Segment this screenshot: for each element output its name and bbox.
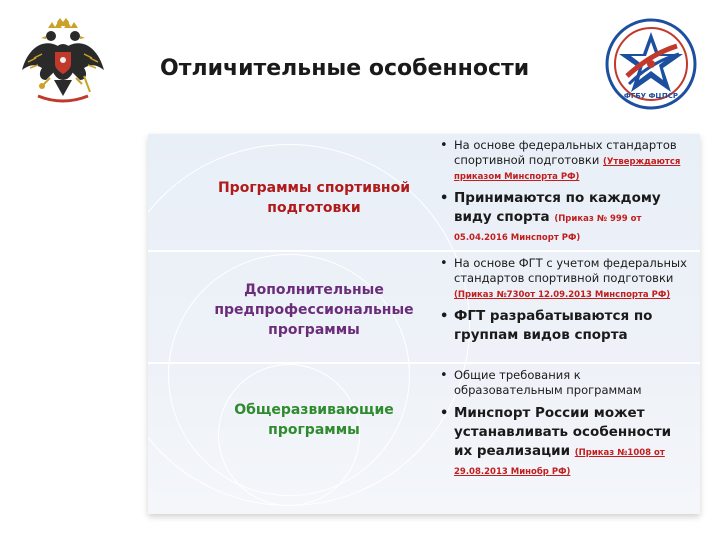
row-label-line: Дополнительные [244,282,384,298]
bullet-item [438,404,688,480]
bullet-item [438,256,688,301]
bullet-item [438,368,688,398]
row-label-line: подготовки [267,200,361,216]
row-label-line: программы [268,422,360,438]
bullet-reference: (Приказ №1008 от 29.08.2013 Минобр РФ) [454,448,665,477]
bullet-reference: (Приказ № 999 от 05.04.2016 Минспорт РФ) [454,214,642,243]
bullet-item [438,307,688,345]
row-divider [148,362,700,364]
logo-caption: ФГБУ ФЦПСР [623,92,679,100]
row-bullets [438,368,688,486]
russian-emblem-eagle-icon [18,18,108,108]
row-label-line: предпрофессиональные [214,302,414,318]
row-bullets [438,256,688,351]
page-title: Отличительные особенности [160,56,530,81]
bullet-text: На основе федеральных стандартов спортивной подготовки [454,138,677,167]
row-label-general [196,400,432,440]
bullet-text: ФГТ разрабатываются по группам видов спорта [454,308,653,343]
row-bullets [438,138,688,252]
bullet-text: Минспорт России может устанавливать особенности их реализации [454,405,672,459]
bullet-text: Принимаются по каждому виду спорта [454,190,661,225]
row-label-preprofessional [196,280,432,340]
bullet-item [438,138,688,183]
bullet-text: Общие требования к образовательным программам [454,368,642,397]
bullet-item [438,189,688,246]
fcpsr-logo-icon [605,18,697,110]
bullet-text: На основе ФГТ с учетом федеральных стандартов спортивной подготовки [454,256,687,285]
bullet-reference: (Утверждаются приказом Минспорта РФ) [454,157,681,182]
row-label-line: Программы спортивной [217,180,411,196]
row-label-sport-training [196,178,432,218]
row-label-line: программы [268,322,360,338]
bullet-reference: (Приказ №730от 12.09.2013 Минспорта РФ) [454,290,671,300]
row-label-line: Общеразвивающие [234,402,394,418]
